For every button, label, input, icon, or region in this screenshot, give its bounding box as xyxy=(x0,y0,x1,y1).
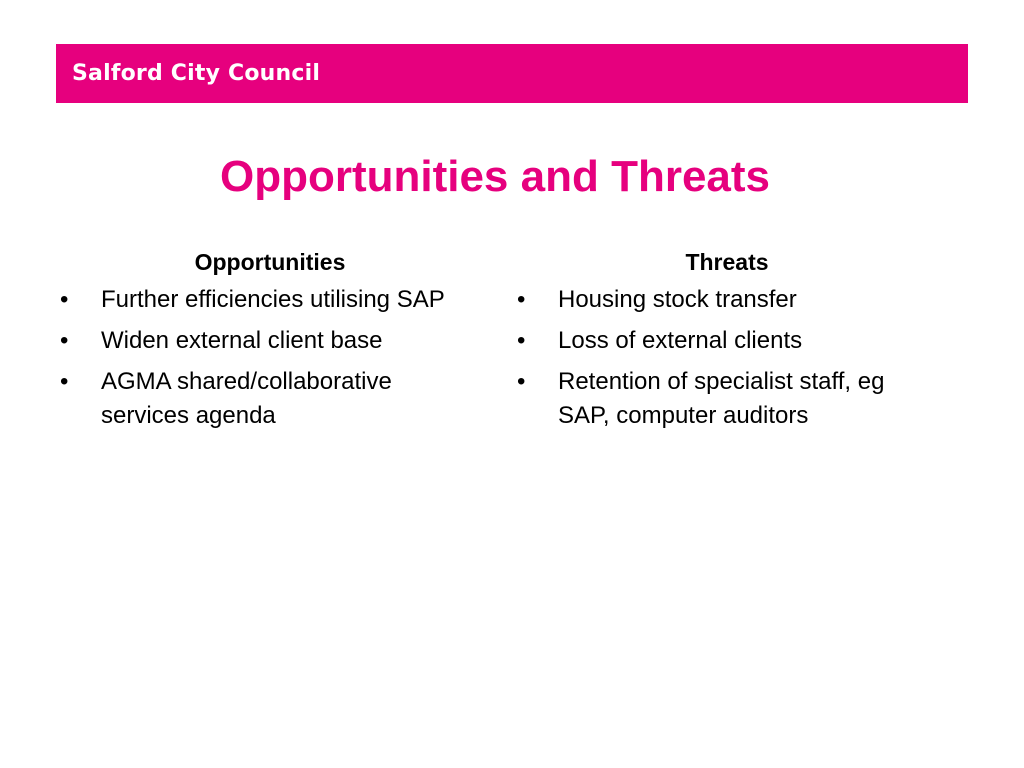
list-item xyxy=(60,365,461,433)
bullet-icon: • xyxy=(60,327,69,354)
opportunities-heading: Opportunities xyxy=(194,249,346,275)
list-item-text: Retention of specialist staff, eg SAP, computer auditors xyxy=(558,368,885,429)
council-banner xyxy=(56,44,968,103)
opportunities-list xyxy=(60,283,480,433)
list-item xyxy=(60,283,461,317)
list-item xyxy=(60,324,461,358)
list-item-text: Loss of external clients xyxy=(558,327,803,354)
threats-column xyxy=(517,247,937,440)
list-item-text: Further efficiencies utilising SAP xyxy=(101,286,445,313)
list-item xyxy=(517,324,918,358)
bullet-icon: • xyxy=(60,368,69,395)
threats-heading: Threats xyxy=(685,249,769,275)
list-item-text: Housing stock transfer xyxy=(558,286,797,313)
opportunities-column xyxy=(60,247,480,440)
threats-list xyxy=(517,283,937,433)
council-logo-text: Salford City Council xyxy=(72,61,321,86)
list-item-text: AGMA shared/collaborative services agenda xyxy=(101,368,392,429)
bullet-icon: • xyxy=(517,286,526,313)
list-item xyxy=(517,365,918,433)
list-item-text: Widen external client base xyxy=(101,327,383,354)
bullet-icon: • xyxy=(60,286,69,313)
slide-title: Opportunities and Threats xyxy=(219,152,771,201)
list-item xyxy=(517,283,918,317)
bullet-icon: • xyxy=(517,327,526,354)
bullet-icon: • xyxy=(517,368,526,395)
